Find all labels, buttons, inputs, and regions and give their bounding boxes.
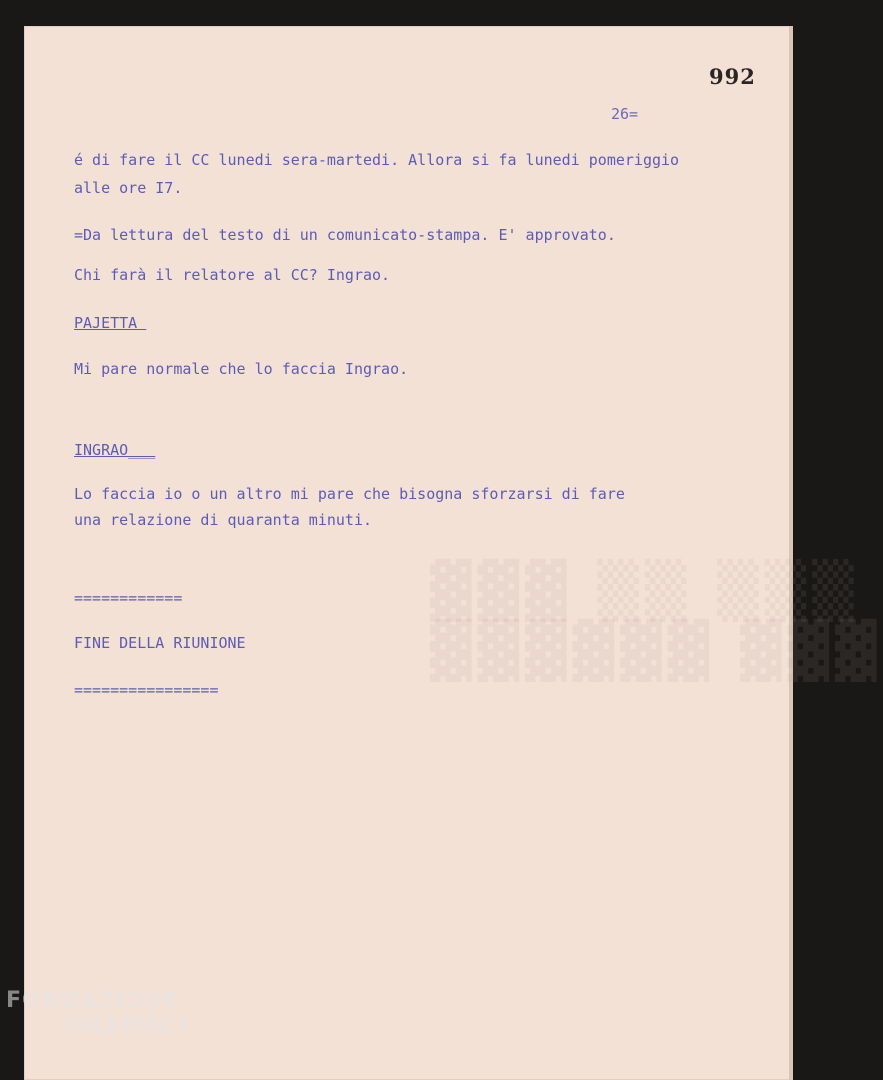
text-line: Chi farà il relatore al CC? Ingrao. xyxy=(74,266,391,284)
text-line: Mi pare normale che lo faccia Ingrao. xyxy=(74,360,409,378)
watermark-logo xyxy=(6,988,187,1040)
bleed-through-ghost: ▓▓▓ xyxy=(739,618,883,682)
archive-number: 992 xyxy=(709,64,756,89)
page-number: 26= xyxy=(611,105,639,123)
speaker-heading-pajetta: PAJETTA xyxy=(74,314,147,332)
separator-line: ================ xyxy=(74,681,219,699)
text-line: una relazione di quaranta minuti. xyxy=(74,511,373,529)
text-line: =Da lettura del testo di un comunicato-stampa. E' approvato. xyxy=(74,226,616,244)
text-line: é di fare il CC lunedi sera-martedi. Allora si fa lunedi pomeriggio xyxy=(74,151,680,169)
watermark-line-2: GRAMSCI xyxy=(66,1014,188,1039)
text-line: Lo faccia io o un altro mi pare che bisogna sforzarsi di fare xyxy=(74,485,625,503)
watermark-line-1: FONDAZIONE xyxy=(6,988,180,1013)
separator-line: ============ xyxy=(74,589,183,607)
speaker-heading-ingrao: INGRAO___ xyxy=(74,441,156,459)
closing-line: FINE DELLA RIUNIONE xyxy=(74,634,246,652)
page-edge xyxy=(789,26,793,1080)
text-line: alle ore I7. xyxy=(74,179,183,197)
